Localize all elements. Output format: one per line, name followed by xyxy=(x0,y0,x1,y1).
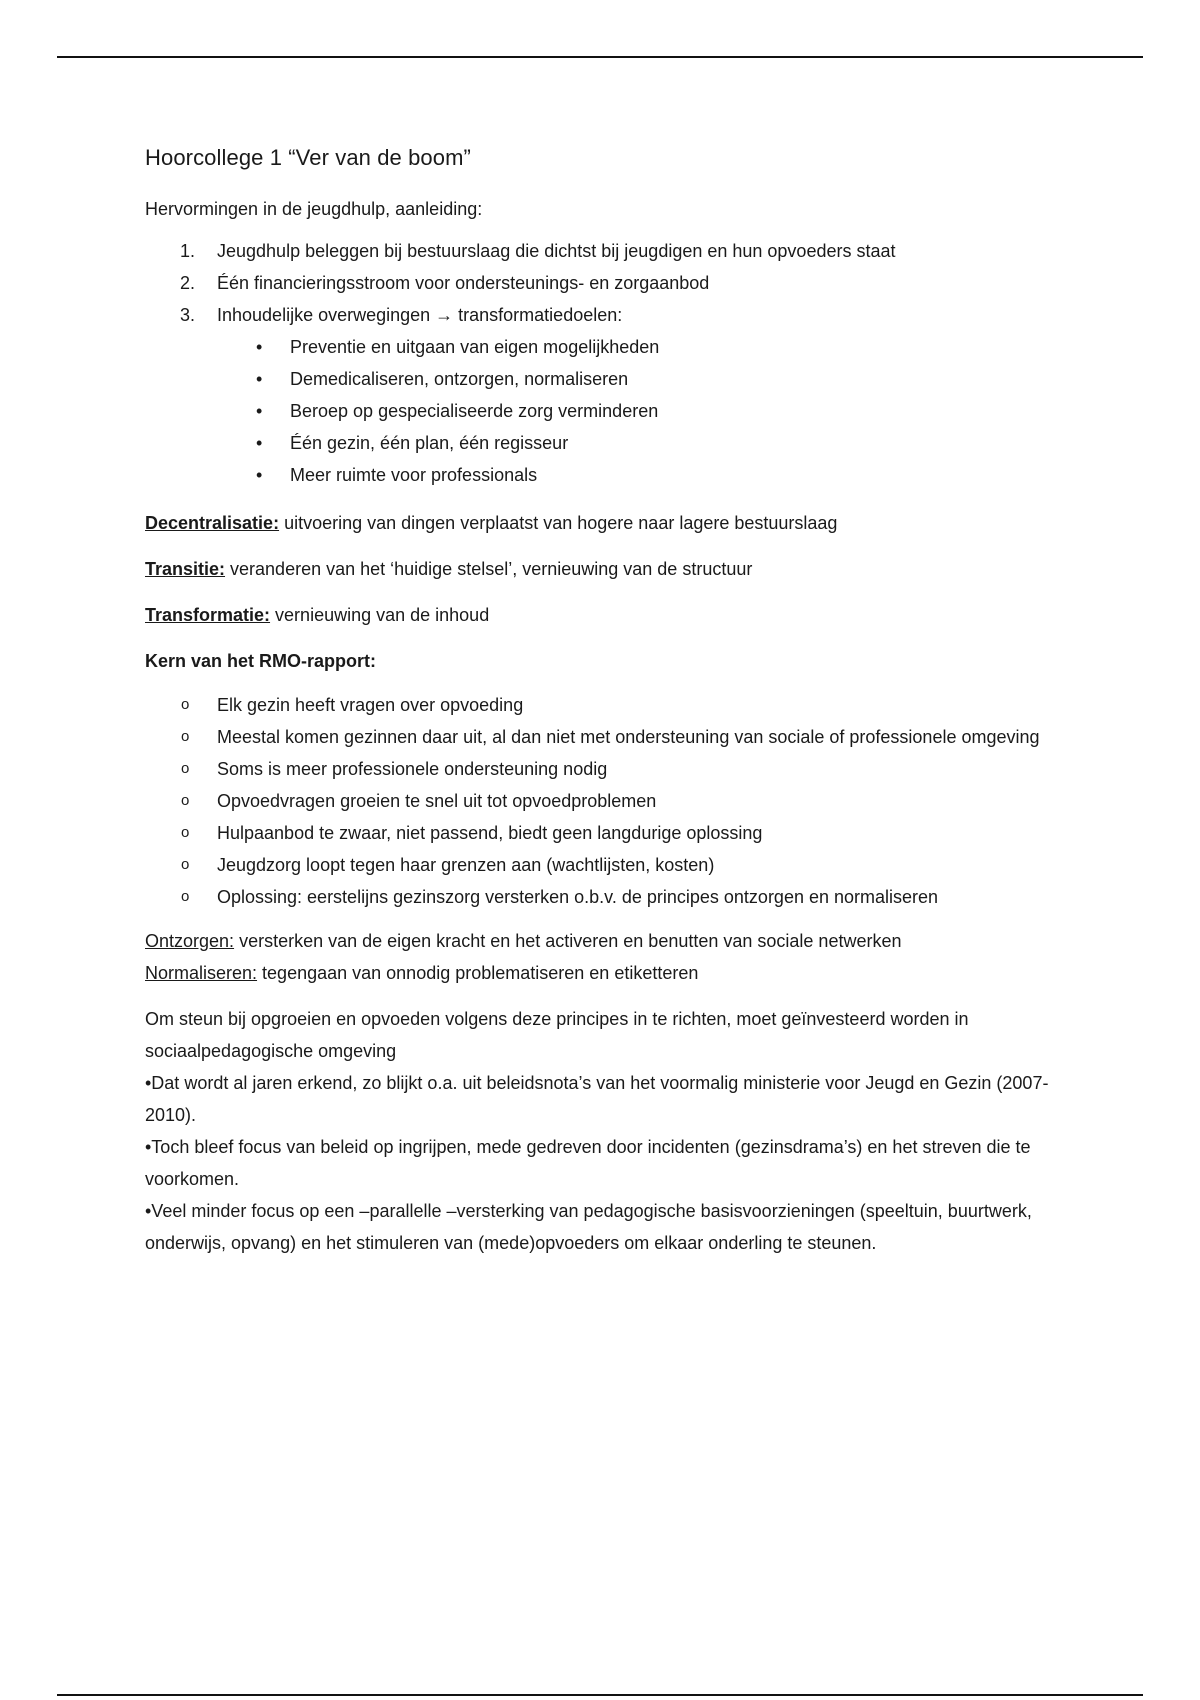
definition-text: uitvoering van dingen verplaatst van hogere naar lagere bestuurslaag xyxy=(279,513,838,533)
definition-term: Transformatie: xyxy=(145,605,271,625)
header-rule xyxy=(57,56,1143,58)
closing-block xyxy=(145,1003,1095,1259)
list-number: 3. xyxy=(180,305,196,325)
page-title: Hoorcollege 1 “Ver van de boom” xyxy=(145,145,471,170)
kern-list xyxy=(145,689,1095,913)
list-item: o Hulpaanbod te zwaar, niet passend, biedt geen langdurige oplossing xyxy=(217,817,1095,849)
definition-term: Normaliseren: xyxy=(145,963,258,983)
paragraph: •Toch bleef focus van beleid op ingrijpen, mede gedreven door incidenten (gezinsdrama’s) en het streven die te voorkomen. xyxy=(145,1137,1031,1189)
list-item-text: Één financieringsstroom voor ondersteunings- en zorgaanbod xyxy=(217,273,710,293)
definition-decentralisatie xyxy=(145,507,1095,539)
definition-transitie xyxy=(145,553,1095,585)
definition-transformatie xyxy=(145,599,1095,631)
section-heading: Kern van het RMO-rapport: xyxy=(145,651,377,671)
list-item: o Elk gezin heeft vragen over opvoeding xyxy=(217,689,1095,721)
reasons-list xyxy=(145,235,1095,491)
list-item: • Preventie en uitgaan van eigen mogelijkheden xyxy=(290,331,1095,363)
list-item-text: transformatiedoelen: xyxy=(453,305,623,325)
list-item: • Demedicaliseren, ontzorgen, normaliseren xyxy=(290,363,1095,395)
list-item: o Oplossing: eerstelijns gezinszorg versterken o.b.v. de principes ontzorgen en normaliseren xyxy=(217,881,1095,913)
list-number: 1. xyxy=(180,241,196,261)
definition-text: versterken van de eigen kracht en het activeren en benutten van sociale netwerken xyxy=(234,931,902,951)
intro-text: Hervormingen in de jeugdhulp, aanleiding: xyxy=(145,199,483,219)
footer-rule xyxy=(57,1694,1143,1696)
list-item: • Beroep op gespecialiseerde zorg verminderen xyxy=(290,395,1095,427)
definition-term: Decentralisatie: xyxy=(145,513,280,533)
paragraph: •Dat wordt al jaren erkend, zo blijkt o.a. uit beleidsnota’s van het voormalig ministerie voor Jeugd en Gezin (2007-2010). xyxy=(145,1073,1049,1125)
paragraph: Om steun bij opgroeien en opvoeden volgens deze principes in te richten, moet geïnvesteerd worden in sociaalpedagogische omgeving xyxy=(145,1009,969,1061)
list-item-text: Jeugdhulp beleggen bij bestuurslaag die dichtst bij jeugdigen en hun opvoeders staat xyxy=(217,241,896,261)
list-item xyxy=(180,267,1095,299)
list-item: • Één gezin, één plan, één regisseur xyxy=(290,427,1095,459)
list-number: 2. xyxy=(180,273,196,293)
list-item: o Soms is meer professionele ondersteuning nodig xyxy=(217,753,1095,785)
list-item xyxy=(180,235,1095,267)
paragraph: •Veel minder focus op een –parallelle –versterking van pedagogische basisvoorzieningen (speeltuin, buurtwerk, onderwijs, opvang) en het stimuleren van (mede)opvoeders om elkaar onderling te steunen. xyxy=(145,1201,1032,1253)
definition-text: veranderen van het ‘huidige stelsel’, vernieuwing van de structuur xyxy=(225,559,753,579)
list-item xyxy=(180,299,1095,491)
arrow-right-icon: → xyxy=(435,305,454,325)
document-body xyxy=(145,143,1095,1259)
definition-text: vernieuwing van de inhoud xyxy=(270,605,490,625)
list-item: o Meestal komen gezinnen daar uit, al dan niet met ondersteuning van sociale of professionele omgeving xyxy=(217,721,1095,753)
definition-term: Ontzorgen: xyxy=(145,931,235,951)
definition-text: tegengaan van onnodig problematiseren en etiketteren xyxy=(257,963,699,983)
principles-block xyxy=(145,925,1095,989)
principle-normaliseren xyxy=(145,957,1095,989)
list-item-text: Inhoudelijke overwegingen xyxy=(217,305,436,325)
principle-ontzorgen xyxy=(145,925,1095,957)
definition-term: Transitie: xyxy=(145,559,226,579)
goals-list xyxy=(217,331,1095,491)
list-item: o Opvoedvragen groeien te snel uit tot opvoedproblemen xyxy=(217,785,1095,817)
list-item: • Meer ruimte voor professionals xyxy=(290,459,1095,491)
list-item: o Jeugdzorg loopt tegen haar grenzen aan (wachtlijsten, kosten) xyxy=(217,849,1095,881)
